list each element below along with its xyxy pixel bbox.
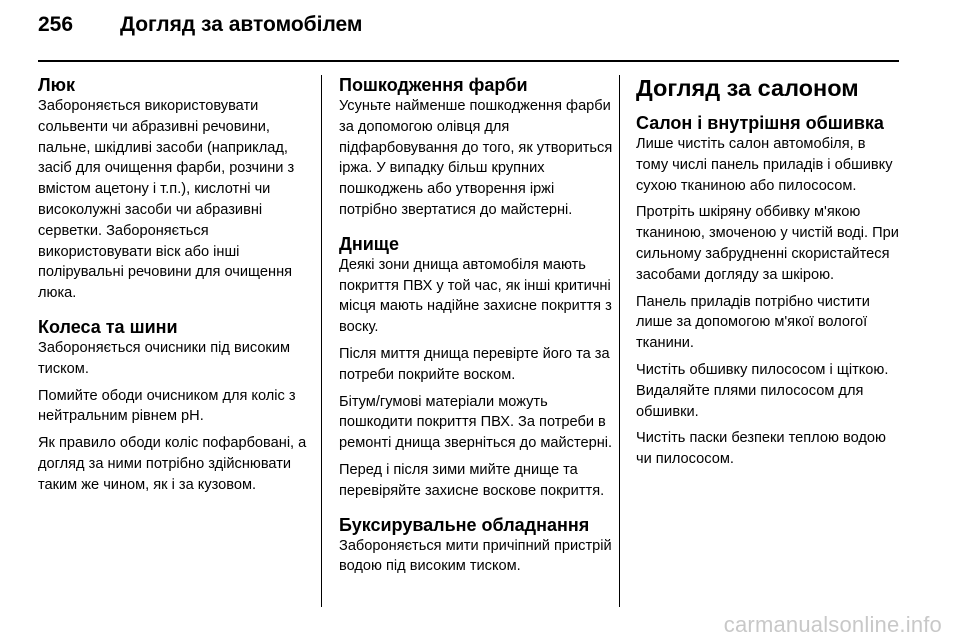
section-heading: Колеса та шини [38,316,178,337]
paragraph: Деякі зони днища автомобіля мають покриття ПВХ у той час, як інші критичні місця мають надійне захисне покриття з воску. [339,256,612,336]
paragraph: Усуньте найменше пошкодження фарби за допомогою олівця для підфарбовування до того, як утвориться іржа. У випадку більш крупних пошкоджень або утворення іржі потрібно звертатися до майстерні. [339,98,613,218]
paragraph: Забороняється використовувати сольвенти чи абразивні речовини, пальне, шкідливі засоби (наприклад, засіб для очищення фарби, розчини з вмістом ацетону і т.п.), кислотні чи високолужні засоби чи абразивні серветки. Забороняється використовувати віск або інші полірувальні речовини для очищення люка. [38,98,295,302]
paragraph: Помийте ободи очисником для коліс з нейтральним рівнем pH. [38,387,296,425]
section-interior-upholstery [636,112,900,470]
section-underbody [339,233,614,502]
section-heading: Люк [38,75,76,95]
header-rule [38,60,899,62]
section-towing-equipment [339,514,614,578]
page-number: 256 [38,13,74,36]
paragraph: Лише чистіть салон автомобіля, в тому числі панель приладів і обшивку сухою тканиною або пилососом. [636,136,893,194]
page-title: Догляд за автомобілем [120,13,363,36]
paragraph: Після миття днища перевірте його та за потреби покрийте воском. [339,345,610,383]
watermark: carmanualsonline.info [723,612,942,637]
section-paint-damage [339,74,614,221]
paragraph: Забороняється мити причіпний пристрій водою під високим тиском. [339,537,612,575]
paragraph: Чистіть обшивку пилососом і щіткою. Видаляйте плями пилососом для обшивки. [636,361,889,420]
column-divider-2 [619,75,620,607]
section-heading: Буксирувальне обладнання [339,514,590,535]
chapter-title: Догляд за салоном [636,75,859,101]
paragraph: Бітум/гумові матеріали можуть пошкодити покриття ПВХ. За потреби в ремонті днища зверніться до майстерні. [339,393,613,452]
page-header [38,13,362,37]
section-sunroof [38,74,313,304]
column-divider-1 [321,75,322,607]
section-heading: Пошкодження фарби [339,75,528,95]
paragraph: Забороняється очисники під високим тиском. [38,339,291,377]
paragraph: Чистіть паски безпеки теплою водою чи пилососом. [636,430,886,468]
column-2 [339,74,614,589]
paragraph: Як правило ободи коліс пофарбовані, а догляд за ними потрібно здійснювати таким же чином, як і за кузовом. [38,435,307,493]
paragraph: Панель приладів потрібно чистити лише за допомогою м'якої вологої тканини. [636,293,870,352]
column-1 [38,74,313,508]
section-wheels-tyres [38,316,313,496]
section-heading: Днище [339,233,399,254]
column-3 [636,74,900,482]
paragraph: Перед і після зими мийте днище та перевіряйте захисне воскове покриття. [339,461,605,499]
paragraph: Протріть шкіряну оббивку м'якою тканиною, змоченою у чистій воді. При сильному забрудненні скористайтеся засобами догляду за шкірою. [636,204,899,283]
section-heading: Салон і внутрішня обшивка [636,113,884,133]
